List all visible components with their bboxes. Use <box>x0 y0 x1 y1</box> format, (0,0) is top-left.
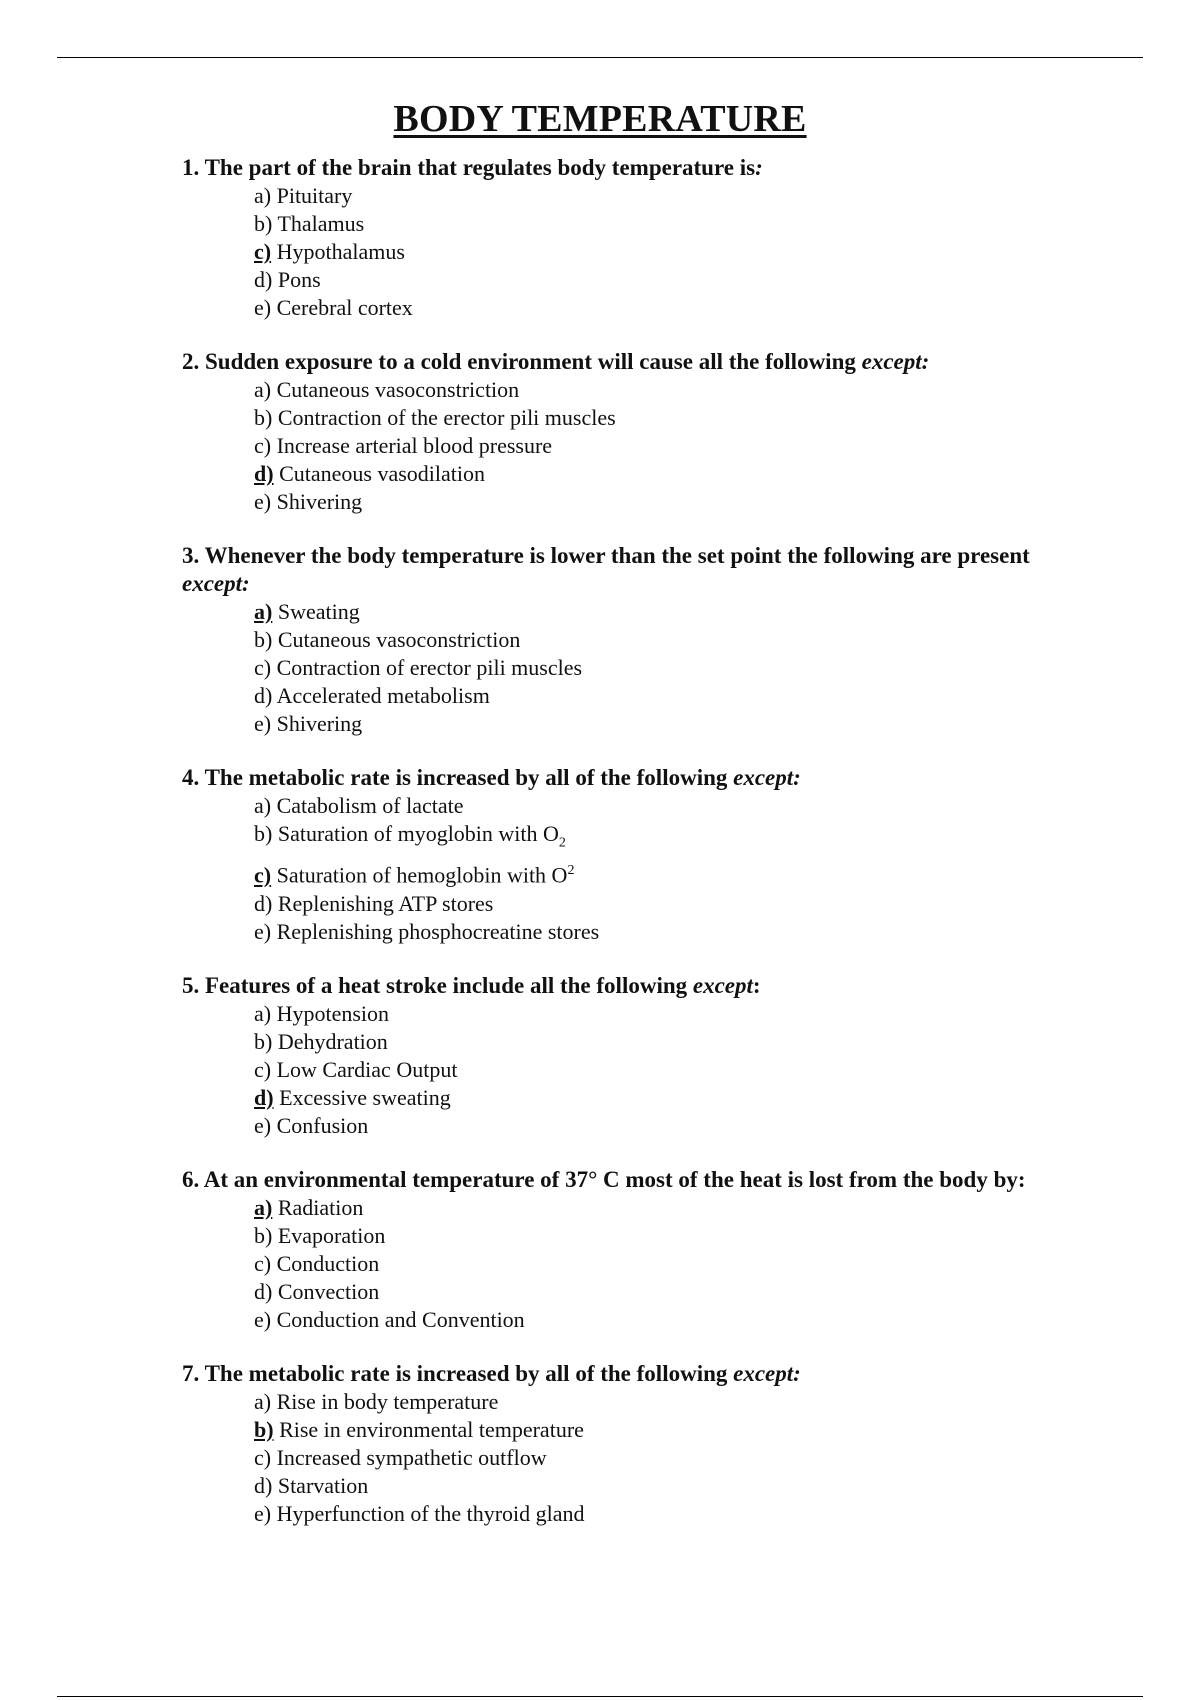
option-list <box>182 1388 1082 1528</box>
subscript: 2 <box>558 835 566 851</box>
option-text: Cutaneous vasoconstriction <box>276 377 520 402</box>
option-c <box>254 1444 1082 1472</box>
question-tail: : <box>752 972 761 998</box>
option-letter: d) <box>254 267 273 292</box>
correct-answer-letter: c) <box>254 862 272 888</box>
option-text: Contraction of erector pili muscles <box>276 655 583 680</box>
option-letter: b) <box>254 1222 273 1248</box>
option-d <box>254 682 1082 710</box>
option-letter: a) <box>254 1388 272 1414</box>
correct-answer-letter: d) <box>254 1084 274 1110</box>
question-text: At an environmental temperature of 37° C most of the heat is lost from the body by: <box>203 1166 1026 1192</box>
option-letter: a) <box>254 1000 272 1026</box>
option-text: Sweating <box>277 599 360 624</box>
option-c <box>254 432 1082 460</box>
question-4 <box>182 764 1082 946</box>
option-a <box>254 182 1082 210</box>
option-letter: c) <box>254 1250 272 1276</box>
option-text: Replenishing ATP stores <box>277 890 494 916</box>
question-number: 4. <box>182 765 200 790</box>
option-e <box>254 1306 1082 1334</box>
question-stem <box>182 764 1082 792</box>
option-e <box>254 918 1082 946</box>
option-text: Confusion <box>276 1112 369 1138</box>
option-text: Dehydration <box>277 1028 388 1054</box>
option-text: Thalamus <box>277 211 365 236</box>
option-list <box>182 376 1082 516</box>
question-number: 6. <box>182 1166 200 1192</box>
option-letter: c) <box>254 655 272 680</box>
question-except-label: except: <box>182 571 250 596</box>
option-e <box>254 1500 1082 1528</box>
option-letter: d) <box>254 1472 273 1498</box>
option-a <box>254 792 1082 820</box>
option-letter: a) <box>254 183 272 208</box>
option-text: Excessive sweating <box>279 1084 451 1110</box>
question-stem <box>182 542 1082 598</box>
option-b <box>254 820 1082 857</box>
option-b <box>254 1416 1082 1444</box>
option-letter: b) <box>254 821 273 846</box>
question-stem <box>182 1166 1082 1194</box>
top-rule <box>57 57 1143 58</box>
option-d <box>254 1472 1082 1500</box>
option-text: Rise in body temperature <box>276 1388 499 1414</box>
option-text: Increased sympathetic outflow <box>276 1444 547 1470</box>
correct-answer-letter: c) <box>254 239 272 264</box>
option-letter: d) <box>254 890 273 916</box>
option-list <box>182 182 1082 322</box>
option-list <box>182 1000 1082 1140</box>
option-a <box>254 598 1082 626</box>
option-text: Pons <box>277 267 321 292</box>
superscript: 2 <box>567 863 575 879</box>
option-letter: a) <box>254 377 272 402</box>
correct-answer-letter: b) <box>254 1416 274 1442</box>
question-except-label: except: <box>733 765 801 790</box>
question-stem <box>182 348 1082 376</box>
option-d <box>254 266 1082 294</box>
option-letter: b) <box>254 211 273 236</box>
option-text: Evaporation <box>277 1222 386 1248</box>
question-except-label: except <box>692 972 753 998</box>
question-text: The metabolic rate is increased by all of the following <box>204 1360 728 1386</box>
question-7 <box>182 1360 1082 1528</box>
option-text: Cutaneous vasodilation <box>279 461 485 486</box>
option-text: Hypotension <box>276 1000 390 1026</box>
option-a <box>254 1194 1082 1222</box>
option-list <box>182 1194 1082 1334</box>
option-text: Hyperfunction of the thyroid gland <box>276 1500 585 1526</box>
option-b <box>254 626 1082 654</box>
page-title: BODY TEMPERATURE <box>393 98 807 141</box>
option-c <box>254 1056 1082 1084</box>
option-d <box>254 1278 1082 1306</box>
option-text: Radiation <box>277 1194 364 1220</box>
question-except-label: : <box>755 155 763 180</box>
question-stem <box>182 972 1082 1000</box>
option-text: Replenishing phosphocreatine stores <box>276 918 600 944</box>
option-letter: b) <box>254 405 273 430</box>
option-text: Accelerated metabolism <box>276 683 490 708</box>
question-number: 5. <box>182 972 200 998</box>
option-letter: d) <box>254 683 273 708</box>
option-b <box>254 404 1082 432</box>
option-text: Saturation of myoglobin with O <box>277 821 559 846</box>
option-c <box>254 238 1082 266</box>
option-a <box>254 376 1082 404</box>
correct-answer-letter: d) <box>254 461 274 486</box>
question-except-label: except: <box>861 349 930 374</box>
option-d <box>254 1084 1082 1112</box>
option-e <box>254 1112 1082 1140</box>
option-letter: e) <box>254 1306 272 1332</box>
option-text: Rise in environmental temperature <box>279 1416 584 1442</box>
question-number: 2. <box>182 349 200 374</box>
option-letter: c) <box>254 433 272 458</box>
option-text: Contraction of the erector pili muscles <box>277 405 616 430</box>
option-e <box>254 294 1082 322</box>
option-letter: e) <box>254 918 272 944</box>
question-text: Features of a heat stroke include all the following <box>205 972 688 998</box>
option-e <box>254 488 1082 516</box>
bottom-rule <box>57 1696 1143 1697</box>
option-letter: e) <box>254 711 272 736</box>
option-letter: e) <box>254 295 272 320</box>
option-letter: b) <box>254 1028 273 1054</box>
option-text: Pituitary <box>276 183 353 208</box>
option-text: Conduction <box>276 1250 380 1276</box>
option-letter: e) <box>254 1500 272 1526</box>
option-list <box>182 598 1082 738</box>
option-b <box>254 1028 1082 1056</box>
option-text: Convection <box>277 1278 380 1304</box>
option-text: Shivering <box>276 711 363 736</box>
question-except-label: except: <box>733 1360 801 1386</box>
question-6 <box>182 1166 1082 1334</box>
option-letter: e) <box>254 1112 272 1138</box>
option-d <box>254 890 1082 918</box>
option-letter: a) <box>254 793 272 818</box>
question-stem <box>182 154 1082 182</box>
option-c <box>254 654 1082 682</box>
option-text: Cerebral cortex <box>276 295 413 320</box>
option-c <box>254 857 1082 889</box>
question-stem <box>182 1360 1082 1388</box>
option-a <box>254 1000 1082 1028</box>
option-d <box>254 460 1082 488</box>
question-number: 1. <box>182 155 200 180</box>
option-text: Shivering <box>276 489 363 514</box>
question-number: 7. <box>182 1360 200 1386</box>
option-letter: c) <box>254 1444 272 1470</box>
question-5 <box>182 972 1082 1140</box>
question-list <box>182 154 1082 1554</box>
question-text: The metabolic rate is increased by all of the following <box>204 765 728 790</box>
question-text: Sudden exposure to a cold environment will cause all the following <box>205 349 856 374</box>
option-letter: c) <box>254 1056 272 1082</box>
option-text: Cutaneous vasoconstriction <box>277 627 521 652</box>
option-text: Hypothalamus <box>276 239 405 264</box>
option-e <box>254 710 1082 738</box>
correct-answer-letter: a) <box>254 599 273 624</box>
option-a <box>254 1388 1082 1416</box>
option-text: Increase arterial blood pressure <box>276 433 553 458</box>
question-number: 3. <box>182 543 200 568</box>
option-b <box>254 1222 1082 1250</box>
option-letter: d) <box>254 1278 273 1304</box>
option-c <box>254 1250 1082 1278</box>
option-letter: b) <box>254 627 273 652</box>
option-list <box>182 792 1082 946</box>
option-text: Catabolism of lactate <box>276 793 464 818</box>
correct-answer-letter: a) <box>254 1194 273 1220</box>
option-letter: e) <box>254 489 272 514</box>
question-2 <box>182 348 1082 516</box>
option-b <box>254 210 1082 238</box>
question-text: Whenever the body temperature is lower than the set point the following are present <box>204 543 1030 568</box>
question-1 <box>182 154 1082 322</box>
question-3 <box>182 542 1082 738</box>
option-text: Conduction and Convention <box>276 1306 525 1332</box>
question-text: The part of the brain that regulates body temperature is <box>204 155 756 180</box>
option-text: Low Cardiac Output <box>276 1056 458 1082</box>
option-text: Starvation <box>277 1472 369 1498</box>
option-text: Saturation of hemoglobin with O <box>276 862 568 888</box>
